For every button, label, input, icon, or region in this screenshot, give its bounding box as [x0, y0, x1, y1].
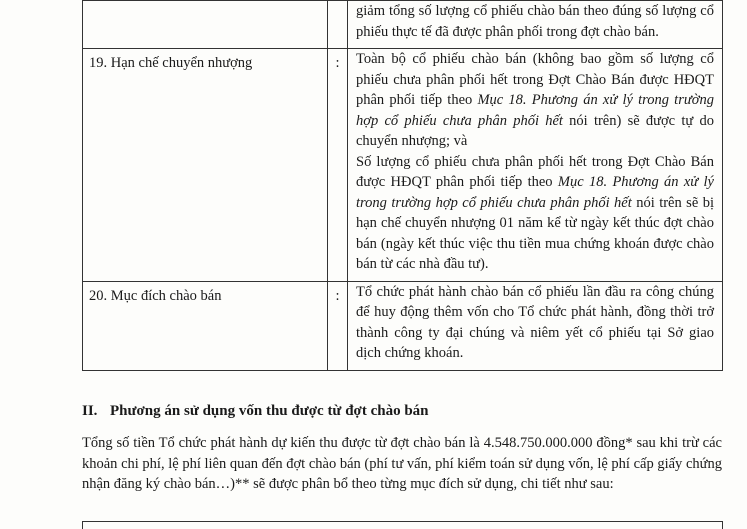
- section-title-text: Phương án sử dụng vốn thu được từ đợt chào bán: [110, 403, 429, 419]
- value-paragraph: [356, 1, 714, 42]
- terms-table-body: [83, 1, 723, 371]
- value-paragraph: [356, 49, 714, 152]
- term-name-cell: [83, 1, 328, 49]
- colon-cell: :: [328, 281, 348, 370]
- term-name-cell: 20. Mục đích chào bán: [83, 281, 328, 370]
- table-row: [83, 1, 723, 49]
- term-value-cell: [348, 281, 723, 370]
- term-name-cell: 19. Hạn chế chuyển nhượng: [83, 49, 328, 282]
- text-segment: Số lượng cổ phiếu chưa phân phối hết trong Đợt Chào Bán được HĐQT phân phối tiếp theo: [356, 153, 714, 190]
- offering-terms-table: [82, 0, 723, 371]
- text-segment: nói trên sẽ bị hạn chế chuyển nhượng 01 năm kể từ ngày kết thúc đợt chào bán (ngày kết thúc việc thu tiền mua chứng khoán được chào bán từ các nhà đầu tư).: [356, 194, 714, 272]
- value-paragraph: [356, 152, 714, 275]
- italic-reference: Mục 18. Phương án xử lý trong trường hợp cổ phiếu chưa phân phối hết: [356, 92, 715, 129]
- colon-cell: :: [328, 49, 348, 282]
- value-paragraph: [356, 282, 714, 364]
- colon-cell: [328, 1, 348, 49]
- text-segment: giảm tổng số lượng cổ phiếu chào bán theo đúng số lượng cổ phiếu thực tế đã được phân phối trong đợt chào bán.: [356, 3, 714, 40]
- text-segment: Tổ chức phát hành chào bán cổ phiếu lần đầu ra công chúng để huy động thêm vốn cho Tổ chức phát hành, đồng thời trở thành công ty đại chúng và niêm yết cổ phiếu tại Sở giao dịch chứng khoán.: [356, 283, 714, 361]
- term-value-cell: [348, 1, 723, 49]
- section-number: II.: [82, 403, 98, 419]
- term-value-cell: [348, 49, 723, 282]
- text-segment: Toàn bộ cổ phiếu chào bán (không bao gồm số lượng cổ phiếu chưa phân phối hết trong Đợt Chào Bán được HĐQT phân phối tiếp theo: [356, 51, 714, 108]
- table-row: [83, 49, 723, 282]
- section-heading: [82, 403, 429, 420]
- table-row: [83, 281, 723, 370]
- next-table-top-edge: [82, 521, 723, 529]
- italic-reference: Mục 18. Phương án xử lý trong trường hợp cổ phiếu chưa phân phối hết: [356, 174, 714, 211]
- body-paragraph: Tổng số tiền Tổ chức phát hành dự kiến thu được từ đợt chào bán là 4.548.750.000.000 đồng* sau khi trừ các khoản chi phí, lệ phí liên quan đến đợt chào bán (phí tư vấn, phí kiểm toán sử dụng vốn, lệ phí cấp giấy chứng nhận đăng ký chào bán…)** sẽ được phân bổ theo từng mục đích sử dụng, chi tiết như sau:: [82, 435, 722, 492]
- text-segment: nói trên) sẽ được tự do chuyển nhượng; và: [356, 112, 714, 149]
